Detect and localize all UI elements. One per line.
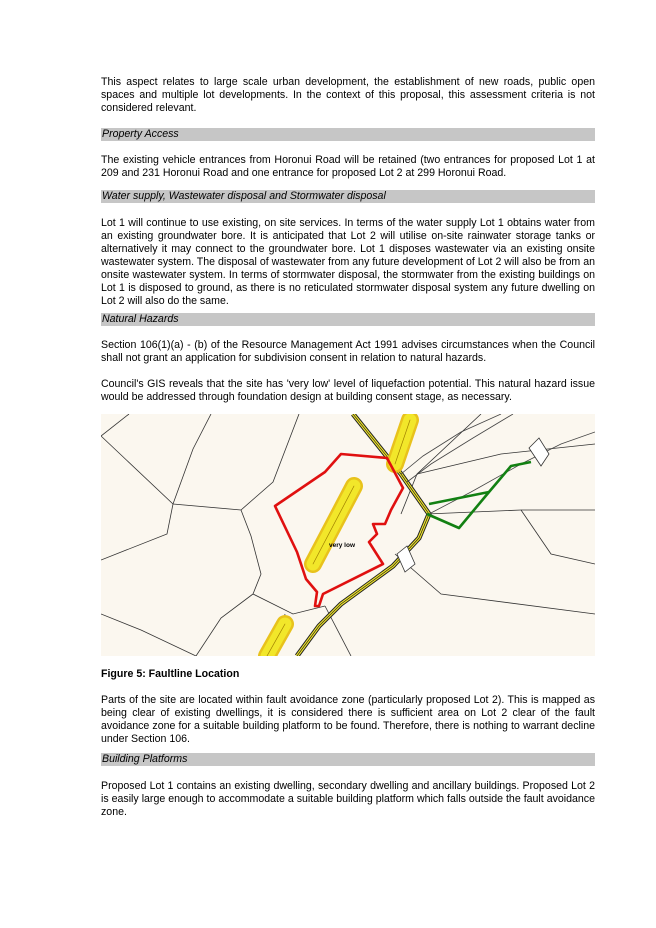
intro-paragraph: This aspect relates to large scale urban development, the establishment of new roads, public open spaces and multiple lot developments. In the context of this proposal, this assessment criteria is not considered relevant. (101, 76, 595, 114)
section-heading-water-supply: Water supply, Wastewater disposal and Stormwater disposal (101, 190, 595, 203)
natural-hazards-paragraph-2: Council's GIS reveals that the site has 'very low' level of liquefaction potential. This natural hazard issue would be addressed through foundation design at building consent stage, as necessary. (101, 378, 595, 403)
fault-avoidance-paragraph: Parts of the site are located within fault avoidance zone (particularly proposed Lot 2). This is mapped as being clear of existing dwellings, it is considered there is sufficient area on Lot 2 clear of the fault avoidance zone for a suitable building platform to be found. Therefore, there is nothing to warrant decline under Section 106. (101, 694, 595, 745)
map-background (101, 414, 595, 656)
liquefaction-label: very low (329, 542, 356, 549)
water-supply-paragraph: Lot 1 will continue to use existing, on site services. In terms of the water supply Lot 1 obtains water from an existing groundwater bore. It is anticipated that Lot 2 will utilise on-site rainwater storage tanks or alternatively it may connect to the groundwater bore. Lot 1 disposes wastewater via an existing onsite wastewater system. The disposal of wastewater from any future development of Lot 2 will also be from an onsite wastewater system. In terms of stormwater disposal, the stormwater from the existing buildings on Lot 1 is disposed to ground, as there is no reticulated stormwater disposal system any future dwelling on Lot 2 will also do the same. (101, 217, 595, 307)
natural-hazards-paragraph-1: Section 106(1)(a) - (b) of the Resource Management Act 1991 advises circumstances when the Council shall not grant an application for subdivision consent in relation to natural hazards. (101, 339, 595, 364)
figure-caption: Figure 5: Faultline Location (101, 668, 240, 680)
faultline-map (101, 414, 595, 656)
section-heading-property-access: Property Access (101, 128, 595, 141)
document-page (101, 76, 595, 819)
section-heading-natural-hazards: Natural Hazards (101, 313, 595, 326)
property-access-paragraph: The existing vehicle entrances from Horonui Road will be retained (two entrances for proposed Lot 1 at 209 and 231 Horonui Road and one entrance for proposed Lot 2 at 299 Horonui Road. (101, 154, 595, 179)
section-heading-building-platforms: Building Platforms (101, 753, 595, 766)
building-platforms-paragraph: Proposed Lot 1 contains an existing dwelling, secondary dwelling and ancillary buildings. Proposed Lot 2 is easily large enough to accommodate a suitable building platform which falls outside the fault avoidance zone. (101, 780, 595, 818)
